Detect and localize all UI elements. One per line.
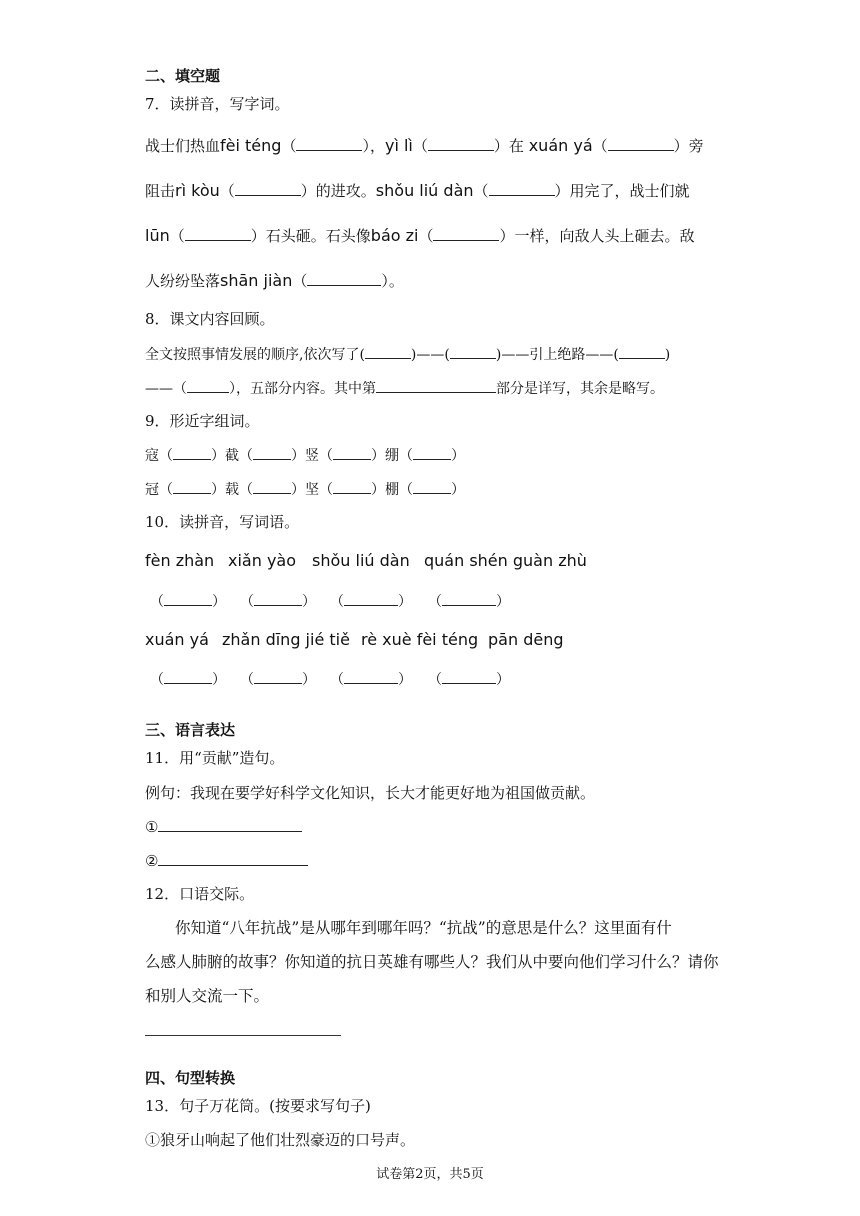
text: 全文按照事情发展的顺序,依次写了 (145, 347, 360, 363)
text: ，五部分内容。其中第 (236, 381, 376, 397)
character: 棚 (385, 482, 399, 498)
answer-blank[interactable] (450, 343, 496, 359)
text: 石头砸。石头像 (265, 227, 371, 245)
pinyin-word: xiǎn yào (228, 551, 297, 570)
q11-example: 例句：我现在要学好科学文化知识，长大才能更好地为祖国做贡献。 (145, 784, 596, 802)
answer-blank[interactable] (608, 135, 674, 151)
q9-row-2: 冠（ ）载（ ）坚（ ）棚（ ） (145, 478, 465, 500)
text: 阻击 (145, 182, 176, 200)
answer-blank[interactable] (253, 444, 291, 460)
character: 绷 (385, 448, 399, 464)
answer-blank[interactable] (173, 444, 211, 460)
pinyin: báo zi (370, 226, 419, 245)
q7-line-1: 战士们热血fèi téng（ ），yì lì（ ）在 xuán yá（ ）旁 (145, 136, 704, 155)
text: ——引上绝路—— (501, 347, 614, 363)
pinyin: fèi téng (220, 136, 282, 155)
text: 在 (508, 137, 524, 155)
pinyin: shān jiàn (220, 271, 293, 290)
answer-box[interactable]: （ ） (240, 590, 316, 612)
section-heading-language-expression: 三、语言表达 (145, 721, 236, 739)
answer-blank[interactable] (254, 668, 302, 684)
answer-blank[interactable] (442, 590, 496, 606)
question-7-title: 7．读拼音，写字词。 (145, 95, 290, 113)
question-10-title: 10．读拼音，写词语。 (145, 513, 300, 531)
q7-line-3: lūn（ ）石头砸。石头像báo zi（ ）一样，向敌人头上砸去。敌 (145, 226, 695, 245)
answer-blank[interactable] (164, 668, 212, 684)
q9-row-1: 寇（ ）截（ ）竖（ ）绷（ ） (145, 444, 465, 466)
text: 一样，向敌人头上砸去。敌 (514, 227, 695, 245)
question-9-title: 9．形近字组词。 (145, 412, 260, 430)
q13-sentence-1: ①狼牙山响起了他们壮烈豪迈的口号声。 (145, 1131, 416, 1149)
pinyin-word: pān dēng (488, 630, 564, 649)
character: 寇 (145, 448, 159, 464)
question-13-title: 13．句子万花筒。(按要求写句子) (145, 1097, 371, 1115)
answer-blank[interactable] (296, 135, 362, 151)
answer-blank[interactable] (164, 590, 212, 606)
pinyin-word: zhǎn dīng jié tiě (222, 630, 350, 649)
answer-blank[interactable] (187, 377, 229, 393)
answer-line[interactable] (158, 850, 308, 866)
q8-line-1: 全文按照事情发展的顺序,依次写了( )——( )——引上绝路——( ) (145, 343, 670, 365)
pinyin: rì kòu (175, 181, 220, 200)
answer-blank[interactable] (489, 180, 555, 196)
text: 人纷纷坠落 (145, 272, 221, 290)
q11-answer-2 (145, 850, 308, 871)
text: 战士们热血 (145, 137, 221, 155)
pinyin: xuán yá (528, 136, 593, 155)
answer-blank[interactable] (428, 135, 494, 151)
pinyin-word: quán shén guàn zhù (424, 551, 587, 570)
answer-blank[interactable] (235, 180, 301, 196)
answer-box[interactable]: （ ） (428, 590, 510, 612)
answer-blank[interactable] (333, 478, 371, 494)
answer-blank[interactable] (173, 478, 211, 494)
text: 用完了，战士们就 (569, 182, 690, 200)
item-marker: ① (145, 818, 159, 836)
character: 坚 (305, 482, 319, 498)
q12-paragraph-line-3: 和别人交流一下。 (145, 987, 270, 1005)
text: 的进攻。 (315, 182, 376, 200)
answer-box[interactable]: （ ） (240, 668, 316, 690)
item-marker: ② (145, 852, 159, 870)
answer-line[interactable] (145, 1035, 341, 1036)
pinyin: lūn (145, 226, 170, 245)
answer-line[interactable] (158, 816, 302, 832)
character: 载 (225, 482, 239, 498)
pinyin-word: xuán yá (145, 630, 209, 649)
answer-box[interactable]: （ ） (150, 668, 226, 690)
q7-line-2: 阻击rì kòu（ ）的进攻。shǒu liú dàn（ ）用完了，战士们就 (145, 181, 690, 200)
character: 截 (225, 448, 239, 464)
pinyin: shǒu liú dàn (375, 181, 474, 200)
q7-line-4: 人纷纷坠落shān jiàn（ ）。 (145, 271, 404, 290)
answer-blank[interactable] (433, 225, 499, 241)
answer-box[interactable]: （ ） (428, 668, 510, 690)
text: ， (369, 137, 385, 155)
answer-blank[interactable] (413, 444, 451, 460)
answer-blank[interactable] (185, 225, 251, 241)
q11-answer-1 (145, 816, 302, 837)
answer-blank[interactable] (254, 590, 302, 606)
answer-blank[interactable] (619, 343, 665, 359)
text: 。 (388, 272, 404, 290)
answer-blank[interactable] (253, 478, 291, 494)
text: —— (416, 347, 445, 363)
answer-box[interactable]: （ ） (330, 590, 412, 612)
answer-blank[interactable] (344, 590, 398, 606)
question-8-title: 8．课文内容回顾。 (145, 310, 275, 328)
pinyin-word: fèn zhàn (145, 551, 215, 570)
question-11-title: 11．用“贡献”造句。 (145, 749, 285, 767)
question-12-title: 12．口语交际。 (145, 885, 255, 903)
answer-blank[interactable] (333, 444, 371, 460)
q12-paragraph-line-1: 你知道“八年抗战”是从哪年到哪年吗？“抗战”的意思是什么？这里面有什 (175, 919, 672, 937)
character: 冠 (145, 482, 159, 498)
answer-blank[interactable] (365, 343, 411, 359)
answer-blank[interactable] (307, 270, 381, 286)
text: 旁 (688, 137, 704, 155)
pinyin-word: shǒu liú dàn (312, 551, 410, 570)
page-footer: 试卷第2页，共5页 (376, 1167, 484, 1182)
text: —— (145, 381, 173, 397)
q8-line-2: ——（ ），五部分内容。其中第 部分是详写，其余是略写。 (145, 377, 664, 399)
text: 部分是详写，其余是略写。 (496, 381, 664, 397)
answer-blank[interactable] (413, 478, 451, 494)
section-heading-fill-blank: 二、填空题 (145, 67, 221, 85)
pinyin-word: rè xuè fèi téng (361, 630, 479, 649)
answer-blank[interactable] (376, 377, 496, 393)
character: 竖 (305, 448, 319, 464)
q12-paragraph-line-2: 么感人肺腑的故事？你知道的抗日英雄有哪些人？我们从中要向他们学习什么？请你 (145, 953, 719, 971)
pinyin: yì lì (384, 136, 413, 155)
answer-box[interactable]: （ ） (150, 590, 226, 612)
answer-box[interactable]: （ ） (330, 668, 412, 690)
answer-blank[interactable] (442, 668, 496, 684)
answer-blank[interactable] (344, 668, 398, 684)
section-heading-sentence-transformation: 四、句型转换 (145, 1069, 236, 1087)
